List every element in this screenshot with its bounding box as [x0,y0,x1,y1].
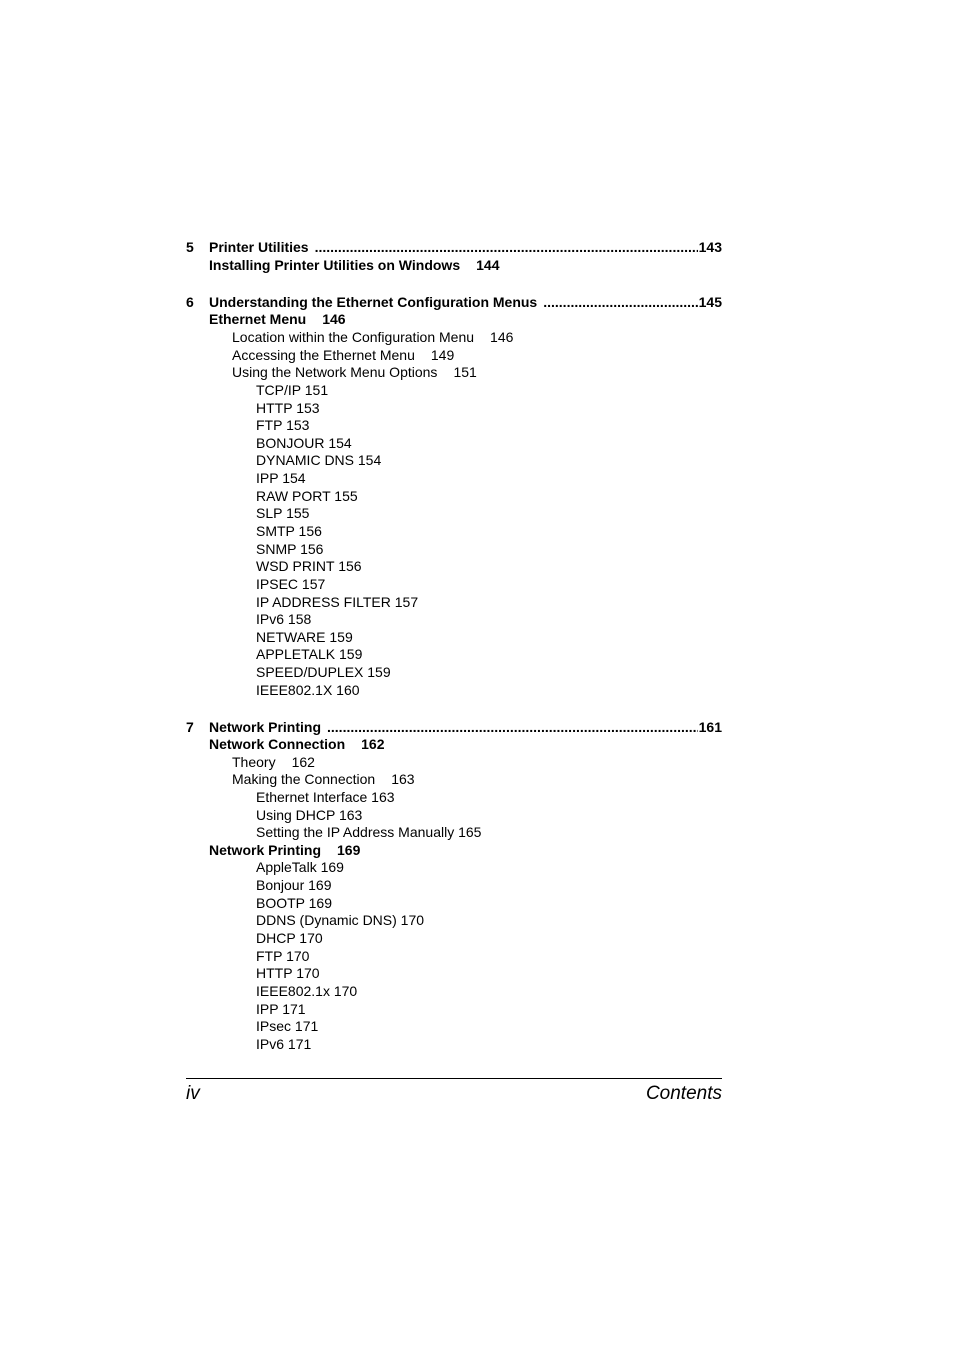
chapter-title: Network Printing [209,719,322,735]
toc-section[interactable] [209,311,346,328]
toc-item[interactable]: AppleTalk 169 [256,859,344,875]
chapter-title: Printer Utilities [209,239,309,255]
toc-subsection[interactable] [232,347,454,364]
toc-subsection[interactable] [232,329,513,346]
toc-item[interactable]: Bonjour 169 [256,877,332,893]
toc-item[interactable]: BONJOUR 154 [256,435,352,451]
toc-section[interactable] [209,257,499,274]
footer-section-title: Contents [645,1083,722,1104]
toc-item[interactable]: SNMP 156 [256,541,324,557]
toc-item[interactable]: HTTP 170 [256,965,320,981]
subsection-title: Making the Connection [232,771,376,787]
toc-item[interactable]: SMTP 156 [256,523,322,539]
toc-item[interactable]: IPP 154 [256,470,306,486]
toc-item[interactable]: NETWARE 159 [256,629,353,645]
section-title: Network Connection [209,736,346,752]
leader-dots [327,719,698,736]
toc-item[interactable]: RAW PORT 155 [256,488,358,504]
footer-page-number: iv [186,1083,200,1104]
subsection-page: 151 [453,364,477,380]
leader-dots [543,294,697,311]
toc-chapter-6[interactable] [186,294,722,311]
section-title: Installing Printer Utilities on Windows [209,257,461,273]
section-title: Ethernet Menu [209,311,307,327]
toc-item[interactable]: DDNS (Dynamic DNS) 170 [256,912,425,928]
toc-item[interactable]: IPSEC 157 [256,576,326,592]
footer-rule [186,1078,722,1079]
toc-item[interactable]: APPLETALK 159 [256,646,363,662]
section-page: 146 [322,311,346,327]
section-title: Network Printing [209,842,322,858]
subsection-page: 162 [291,754,315,770]
chapter-page: 145 [698,294,722,310]
toc-item[interactable]: IPv6 158 [256,611,312,627]
toc-item[interactable]: SPEED/DUPLEX 159 [256,664,391,680]
toc-item[interactable]: IEEE802.1x 170 [256,983,358,999]
toc-chapter-5[interactable] [186,239,722,256]
toc-subsection[interactable] [232,754,315,771]
toc-item[interactable]: FTP 153 [256,417,310,433]
section-page: 144 [476,257,500,273]
toc-item[interactable]: BOOTP 169 [256,895,333,911]
toc-item[interactable]: SLP 155 [256,505,310,521]
subsection-title: Using the Network Menu Options [232,364,438,380]
subsection-title: Location within the Configuration Menu [232,329,475,345]
toc-item[interactable]: HTTP 153 [256,400,320,416]
subsection-title: Accessing the Ethernet Menu [232,347,415,363]
section-page: 169 [337,842,361,858]
subsection-title: Theory [232,754,276,770]
subsection-page: 149 [430,347,455,363]
chapter-number: 7 [186,719,194,735]
toc-item[interactable]: TCP/IP 151 [256,382,329,398]
subsection-page: 146 [490,329,514,345]
chapter-number: 6 [186,294,194,310]
toc-chapter-7[interactable] [186,719,722,736]
toc-section[interactable] [209,736,384,753]
toc-item[interactable]: IEEE802.1X 160 [256,682,360,698]
toc-item[interactable]: IPsec 171 [256,1018,319,1034]
toc-item[interactable]: IPP 171 [256,1001,306,1017]
toc-item[interactable]: Using DHCP 163 [256,807,363,823]
leader-dots [315,239,698,256]
toc-subsection[interactable] [232,771,415,788]
chapter-page: 161 [698,719,722,735]
chapter-page: 143 [698,239,722,255]
toc-item[interactable]: IPv6 171 [256,1036,312,1052]
toc-item[interactable]: WSD PRINT 156 [256,558,362,574]
chapter-title: Understanding the Ethernet Configuration Menus [209,294,538,310]
subsection-page: 163 [391,771,415,787]
toc-item[interactable]: Setting the IP Address Manually 165 [256,824,482,840]
toc-subsection[interactable] [232,364,477,381]
toc-item[interactable]: IP ADDRESS FILTER 157 [256,594,419,610]
toc-item[interactable]: FTP 170 [256,948,310,964]
toc-section[interactable] [209,842,360,859]
chapter-number: 5 [186,239,194,255]
section-page: 162 [361,736,385,752]
toc-item[interactable]: DHCP 170 [256,930,323,946]
toc-item[interactable]: Ethernet Interface 163 [256,789,395,805]
toc-item[interactable]: DYNAMIC DNS 154 [256,452,382,468]
